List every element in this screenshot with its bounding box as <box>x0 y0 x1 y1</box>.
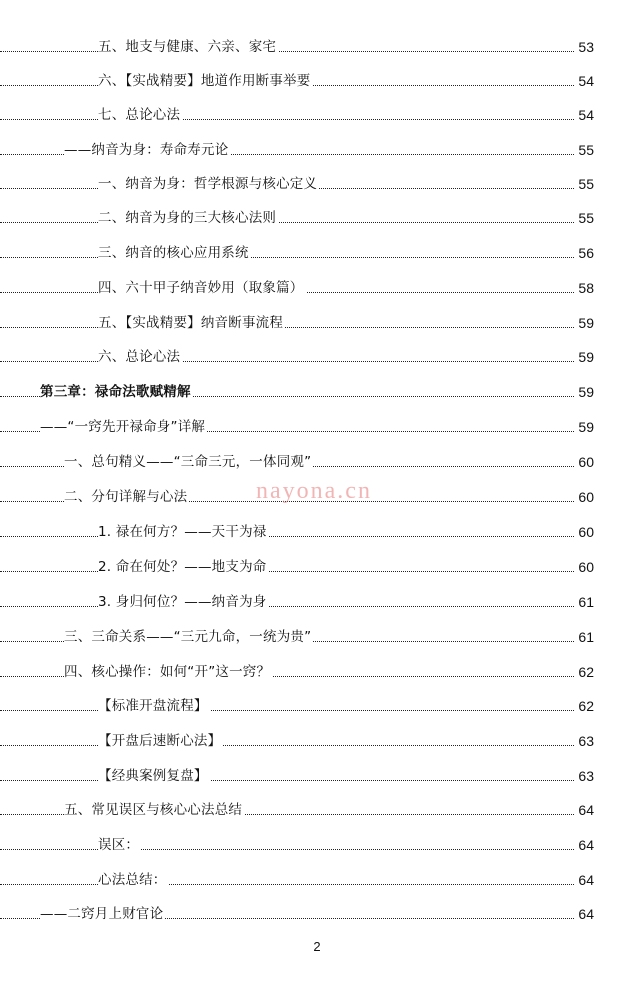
toc-entry-title: 三、三命关系——“三元九命，一统为贵” <box>64 626 313 648</box>
toc-entry[interactable] <box>0 521 634 543</box>
toc-entry-title: ——“一窍先开禄命身”详解 <box>40 416 207 438</box>
dot-leader <box>0 222 574 223</box>
dot-leader <box>0 257 574 258</box>
toc-entry-title: 【开盘后速断心法】 <box>98 730 223 752</box>
toc-entry-page: 64 <box>576 903 594 925</box>
toc-entry-page: 59 <box>576 346 594 368</box>
toc-entry-title: 四、核心操作：如何“开”这一窍？ <box>64 661 272 683</box>
toc-entry[interactable] <box>0 139 634 161</box>
toc-entry-title: 三、纳音的核心应用系统 <box>98 242 251 264</box>
toc-entry-title: 3. 身归何位？——纳音为身 <box>98 591 268 613</box>
toc-entry-page: 60 <box>576 451 594 473</box>
toc-entry-title: 一、纳音为身：哲学根源与核心定义 <box>98 173 319 195</box>
toc-entry-title: 心法总结： <box>98 869 169 891</box>
dot-leader <box>0 536 574 537</box>
toc-entry[interactable] <box>0 36 634 58</box>
toc-entry-page: 61 <box>576 626 594 648</box>
toc-entry-title: 二、纳音为身的三大核心法则 <box>98 207 278 229</box>
dot-leader <box>0 710 574 711</box>
toc-entry[interactable] <box>0 695 634 717</box>
toc-entry[interactable] <box>0 765 634 787</box>
toc-entry[interactable] <box>0 173 634 195</box>
toc-entry[interactable] <box>0 730 634 752</box>
toc-entry-page: 62 <box>576 695 594 717</box>
toc-entry-title: 五、【实战精要】纳音断事流程 <box>98 312 285 334</box>
toc-entry-page: 56 <box>576 242 594 264</box>
toc-entry-page: 60 <box>576 556 594 578</box>
dot-leader <box>0 884 574 885</box>
dot-leader <box>0 51 574 52</box>
toc-entry-page: 59 <box>576 416 594 438</box>
toc-entry-page: 59 <box>576 312 594 334</box>
toc-entry[interactable] <box>0 661 634 683</box>
toc-entry-title: 六、【实战精要】地道作用断事举要 <box>98 70 312 92</box>
toc-entry-page: 64 <box>576 799 594 821</box>
toc-entry[interactable] <box>0 70 634 92</box>
toc-entry-title: 误区： <box>98 834 141 856</box>
toc-entry-title: 1. 禄在何方？——天干为禄 <box>98 521 268 543</box>
dot-leader <box>0 327 574 328</box>
toc-entry-page: 55 <box>576 207 594 229</box>
toc-entry[interactable] <box>0 903 634 925</box>
toc-entry-title: 五、地支与健康、六亲、家宅 <box>98 36 278 58</box>
toc-entry[interactable] <box>0 416 634 438</box>
dot-leader <box>0 606 574 607</box>
toc-entry-title: 2. 命在何处？——地支为命 <box>98 556 268 578</box>
toc-entry[interactable] <box>0 626 634 648</box>
dot-leader <box>0 119 574 120</box>
toc-entry[interactable] <box>0 312 634 334</box>
toc-entry[interactable] <box>0 346 634 368</box>
toc-entry-title: ——纳音为身：寿命寿元论 <box>64 139 230 161</box>
toc-entry[interactable] <box>0 869 634 891</box>
dot-leader <box>0 361 574 362</box>
toc-entry-title: 【经典案例复盘】 <box>98 765 210 787</box>
toc-entry-title: 二、分句详解与心法 <box>64 486 189 508</box>
toc-entry-page: 54 <box>576 104 594 126</box>
page-number: 2 <box>313 939 321 954</box>
toc-entry-page: 59 <box>576 381 594 403</box>
toc-entry-title: 一、总句精义——“三命三元，一体同观” <box>64 451 313 473</box>
toc-chapter-entry[interactable] <box>0 381 634 403</box>
toc-entry-title: 七、总论心法 <box>98 104 182 126</box>
toc-entry-title: 六、总论心法 <box>98 346 182 368</box>
toc-entry-title: 【标准开盘流程】 <box>98 695 210 717</box>
toc-entry-page: 62 <box>576 661 594 683</box>
dot-leader <box>0 571 574 572</box>
toc-entry[interactable] <box>0 242 634 264</box>
toc-entry-page: 60 <box>576 521 594 543</box>
toc-entry-page: 54 <box>576 70 594 92</box>
toc-entry-title: 五、常见误区与核心心法总结 <box>64 799 244 821</box>
toc-entry-page: 63 <box>576 765 594 787</box>
dot-leader <box>0 745 574 746</box>
toc-entry[interactable] <box>0 834 634 856</box>
toc-entry-page: 61 <box>576 591 594 613</box>
toc-entry[interactable] <box>0 556 634 578</box>
toc-entry-page: 55 <box>576 139 594 161</box>
toc-entry-title: 第三章：禄命法歌赋精解 <box>40 381 193 403</box>
toc-entry[interactable] <box>0 591 634 613</box>
toc-entry[interactable] <box>0 207 634 229</box>
toc-entry-page: 63 <box>576 730 594 752</box>
dot-leader <box>0 849 574 850</box>
toc-entry[interactable] <box>0 451 634 473</box>
toc-entry-page: 60 <box>576 486 594 508</box>
toc-entry-page: 58 <box>576 277 594 299</box>
toc-entry-page: 53 <box>576 36 594 58</box>
toc-entry-title: ——二窍月上财官论 <box>40 903 165 925</box>
dot-leader <box>0 780 574 781</box>
toc-entry[interactable] <box>0 104 634 126</box>
watermark: nayona.cn <box>256 478 372 504</box>
toc-entry[interactable] <box>0 277 634 299</box>
toc-entry[interactable] <box>0 799 634 821</box>
toc-entry-page: 64 <box>576 834 594 856</box>
toc-entry-page: 64 <box>576 869 594 891</box>
toc-entry-title: 四、六十甲子纳音妙用（取象篇） <box>98 277 306 299</box>
toc-entry-page: 55 <box>576 173 594 195</box>
